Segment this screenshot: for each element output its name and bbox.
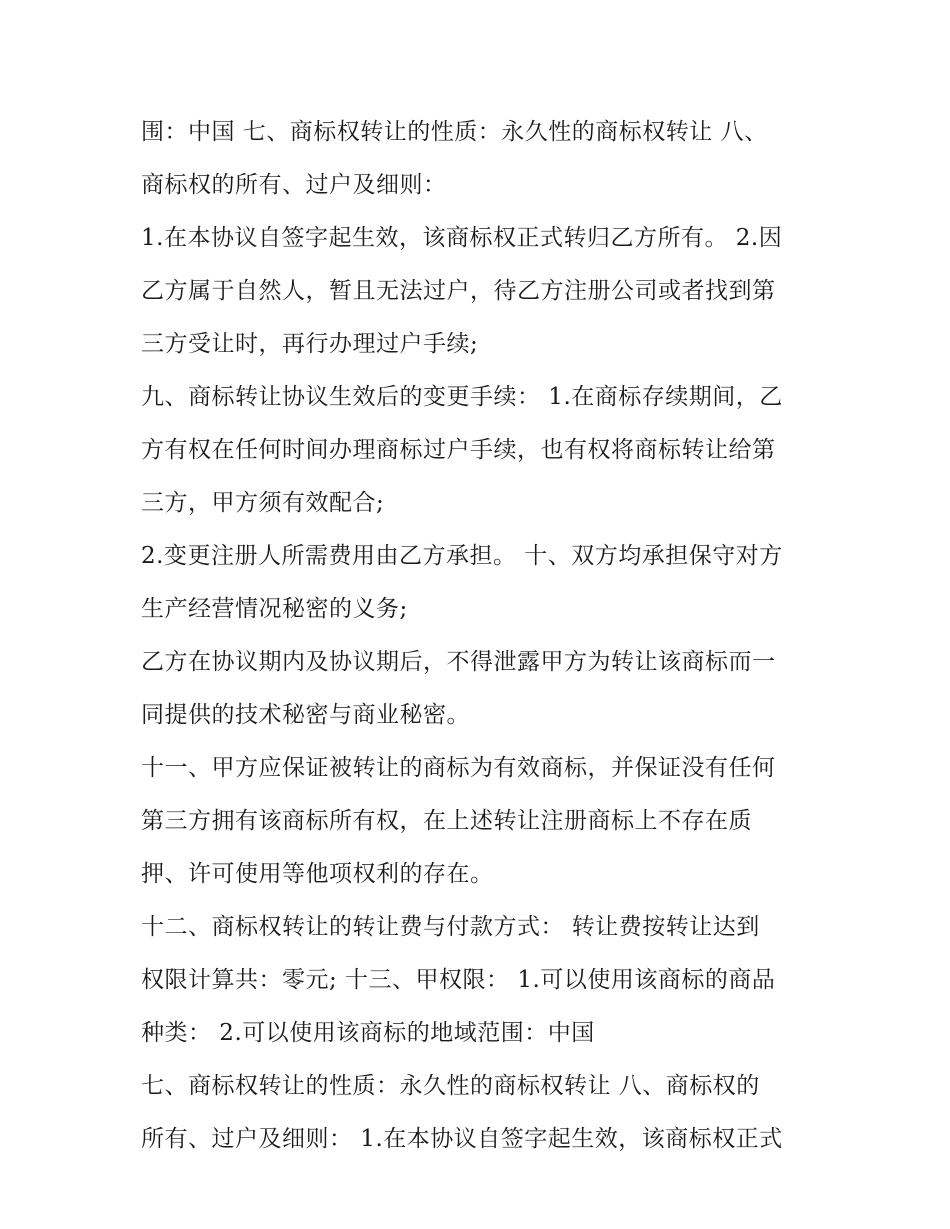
text-line: 围：中国 七、商标权转让的性质：永久性的商标权转让 八、 — [141, 119, 768, 145]
text-line: 2.变更注册人所需费用由乙方承担。 十、双方均承担保守对方 — [141, 543, 783, 569]
text-line: 权限计算共：零元; 十三、甲权限： 1.可以使用该商标的商品 — [141, 967, 776, 993]
document-body — [141, 106, 821, 1166]
text-line: 1.在本协议自签字起生效，该商标权正式转归乙方所有。 2.因 — [141, 225, 783, 251]
text-line: 生产经营情况秘密的义务; — [141, 596, 408, 622]
text-line: 乙方属于自然人，暂且无法过户，待乙方注册公司或者找到第 — [141, 278, 776, 304]
text-line: 九、商标转让协议生效后的变更手续： 1.在商标存续期间，乙 — [141, 384, 783, 410]
text-line: 第三方拥有该商标所有权，在上述转让注册商标上不存在质 — [141, 808, 752, 834]
text-line: 十二、商标权转让的转让费与付款方式： 转让费按转让达到 — [141, 914, 760, 940]
text-line: 同提供的技术秘密与商业秘密。 — [141, 702, 470, 728]
text-line: 商标权的所有、过户及细则： — [141, 172, 447, 198]
text-line: 七、商标权转让的性质：永久性的商标权转让 八、商标权的 — [141, 1073, 760, 1099]
text-line: 十一、甲方应保证被转让的商标为有效商标，并保证没有任何 — [141, 755, 776, 781]
text-line: 种类： 2.可以使用该商标的地域范围：中国 — [141, 1020, 595, 1046]
text-line: 三方受让时，再行办理过户手续; — [141, 331, 479, 357]
text-line: 三方，甲方须有效配合; — [141, 490, 385, 516]
text-line: 方有权在任何时间办理商标过户手续，也有权将商标转让给第 — [141, 437, 776, 463]
text-line: 乙方在协议期内及协议期后，不得泄露甲方为转让该商标而一 — [141, 649, 776, 675]
text-line: 所有、过户及细则： 1.在本协议自签字起生效，该商标权正式 — [141, 1126, 783, 1152]
text-line: 押、许可使用等他项权利的存在。 — [141, 861, 494, 887]
